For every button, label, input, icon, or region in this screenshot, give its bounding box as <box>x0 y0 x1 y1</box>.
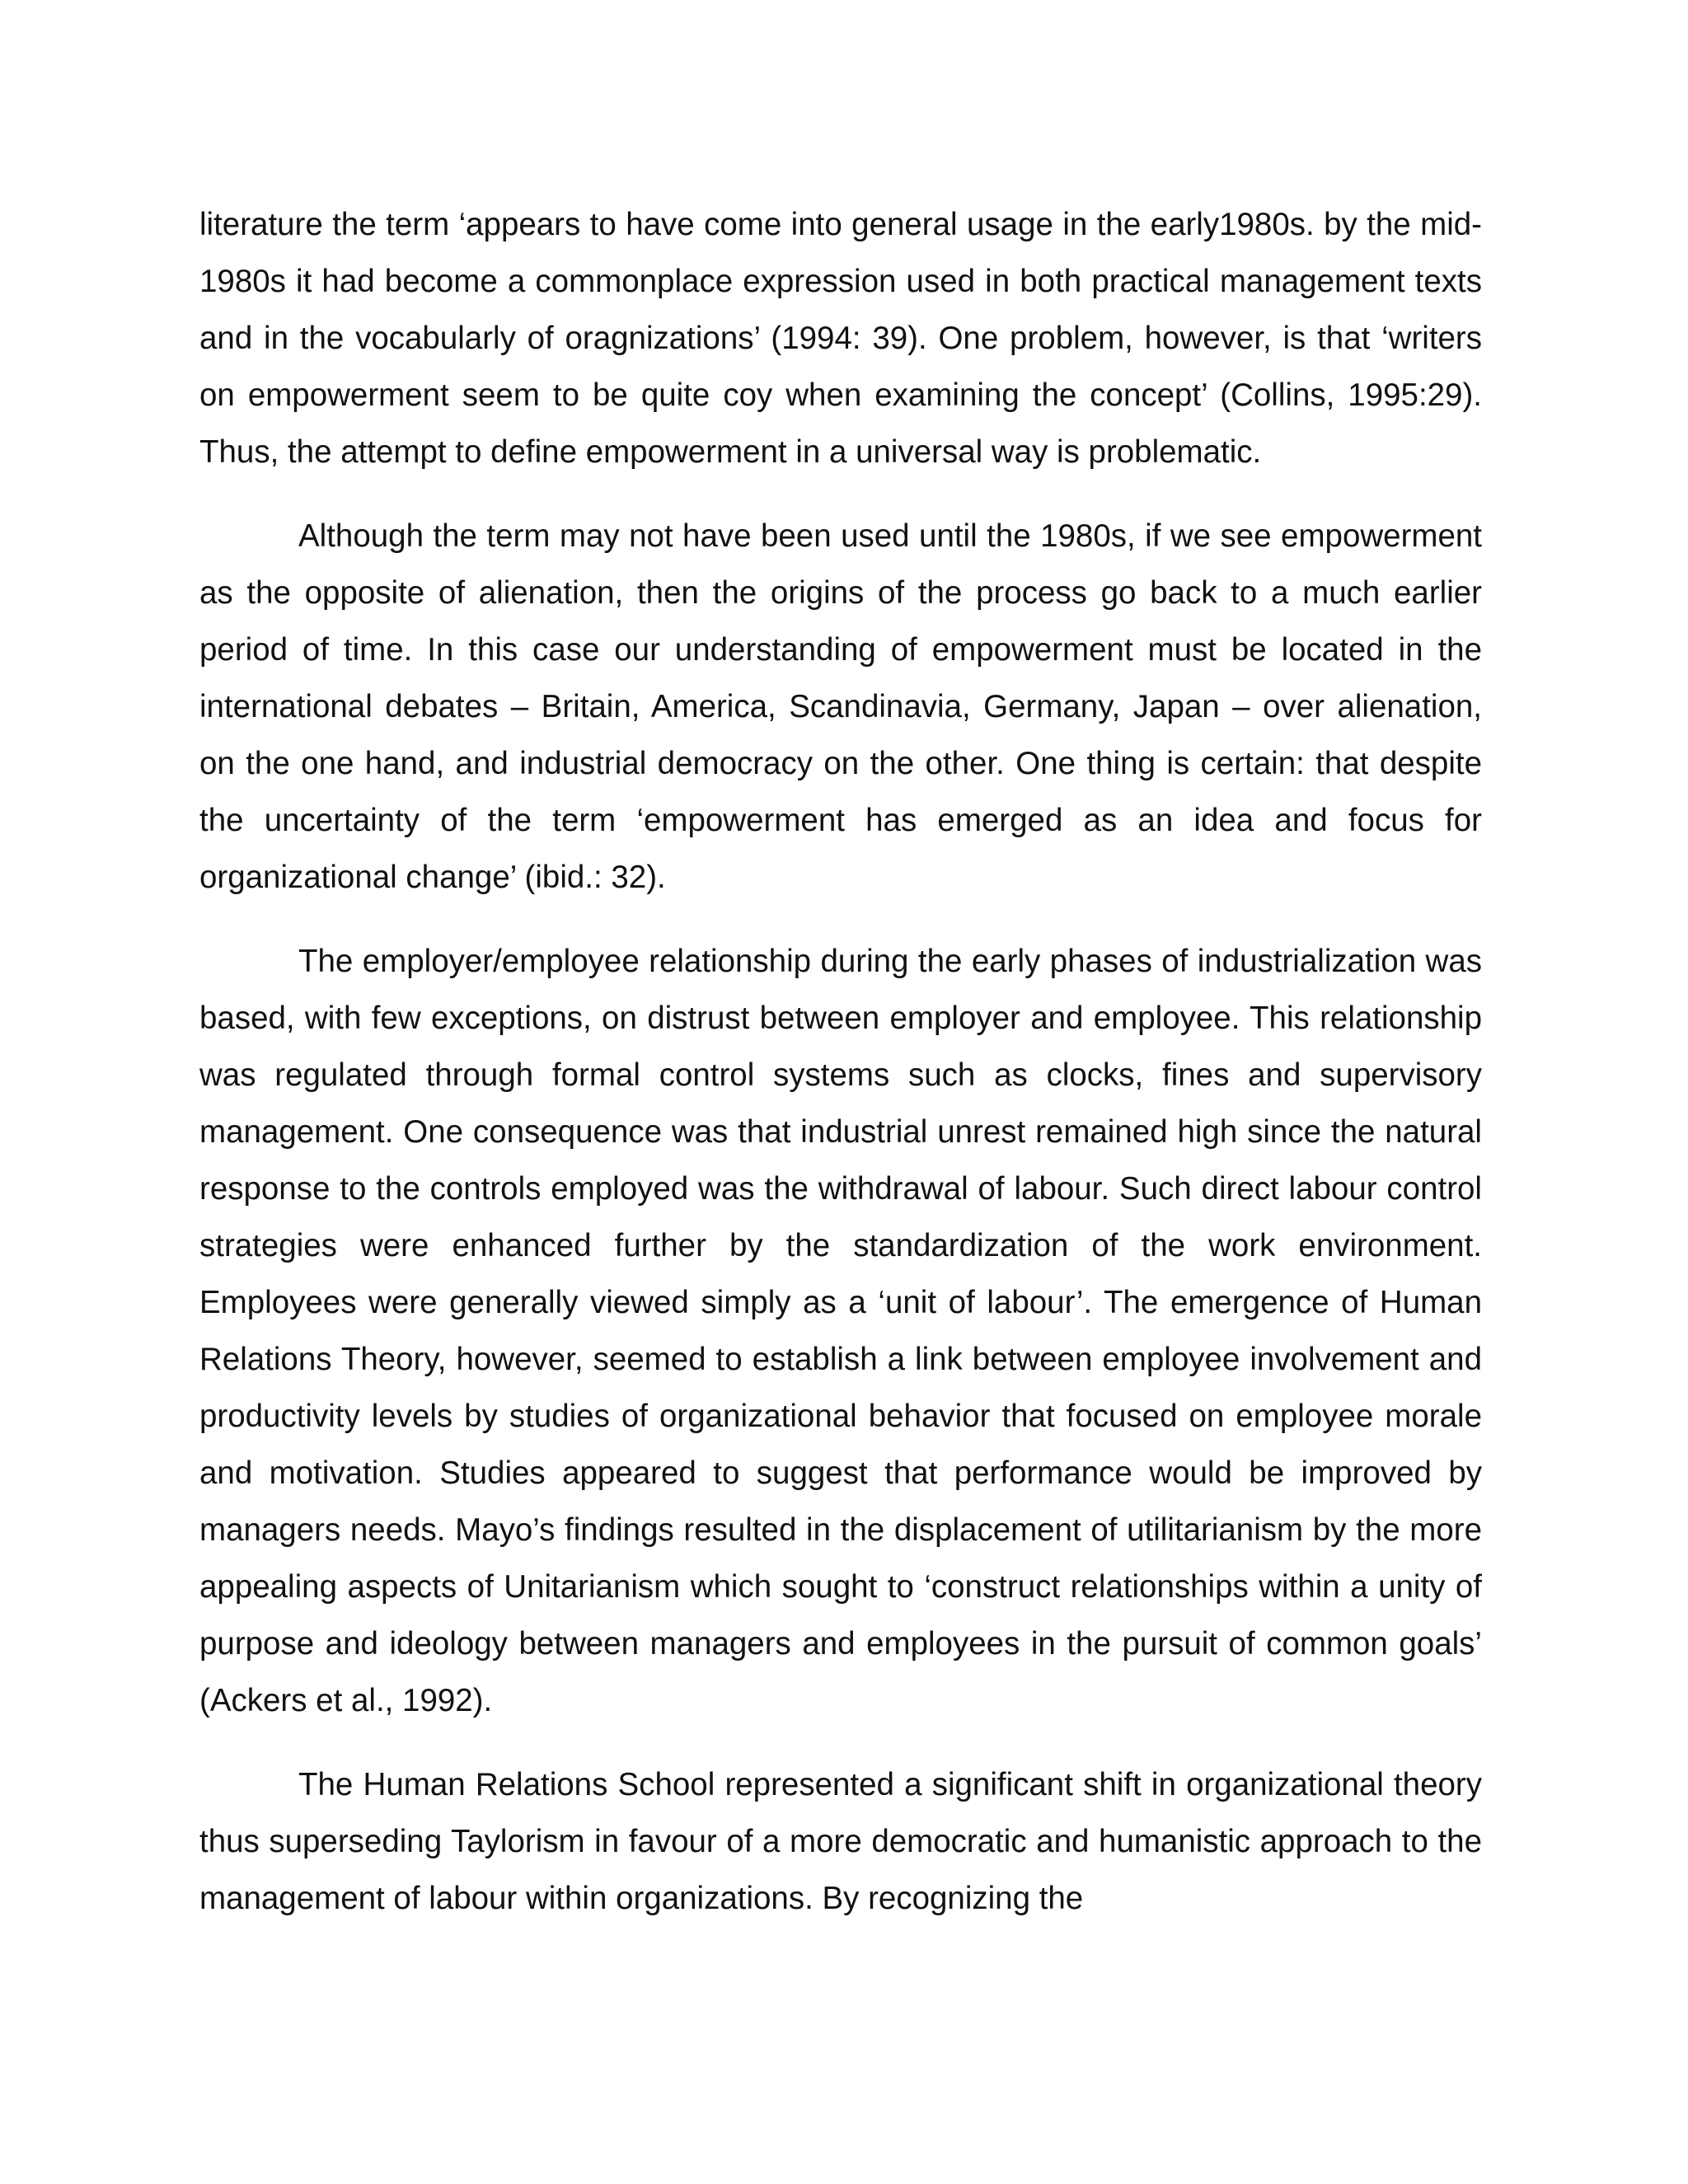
paragraph-2: Although the term may not have been used until the 1980s, if we see empowerment as the opposite of alienation, then the origins of the process go back to a much earlier period of time. In this case our understanding of empowerment must be located in the international debates – Britain, America, Scandinavia, Germany, Japan – over alienation, on the one hand, and industrial democracy on the other. One thing is certain: that despite the uncertainty of the term ‘empowerment has emerged as an idea and focus for organizational change’ (ibid.: 32). <box>199 518 1482 895</box>
paragraph-3: The employer/employee relationship during the early phases of industrialization was based, with few exceptions, on distrust between employer and employee. This relationship was regulated through formal control systems such as clocks, fines and supervisory management. One consequence was that industrial unrest remained high since the natural response to the controls employed was the withdrawal of labour. Such direct labour control strategies were enhanced further by the standardization of the work environment. Employees were generally viewed simply as a ‘unit of labour’. The emergence of Human Relations Theory, however, seemed to establish a link between employee involvement and productivity levels by studies of organizational behavior that focused on employee morale and motivation. Studies appeared to suggest that performance would be improved by managers needs. Mayo’s findings resulted in the displacement of utilitarianism by the more appealing aspects of Unitarianism which sought to ‘construct relationships within a unity of purpose and ideology between managers and employees in the pursuit of common goals’ (Ackers et al., 1992). <box>199 944 1482 1718</box>
paragraph-4: The Human Relations School represented a significant shift in organizational theory thus superseding Taylorism in favour of a more democratic and humanistic approach to the management of labour within organizations. By recognizing the <box>199 1767 1482 1916</box>
paragraph-1: literature the term ‘appears to have come into general usage in the early1980s. by the mid-1980s it had become a commonplace expression used in both practical management texts and in the vocabularly of oragnizations’ (1994: 39). One problem, however, is that ‘writers on empowerment seem to be quite coy when examining the concept’ (Collins, 1995:29). Thus, the attempt to define empowerment in a universal way is problematic. <box>199 207 1482 470</box>
document-page <box>199 196 1482 1927</box>
